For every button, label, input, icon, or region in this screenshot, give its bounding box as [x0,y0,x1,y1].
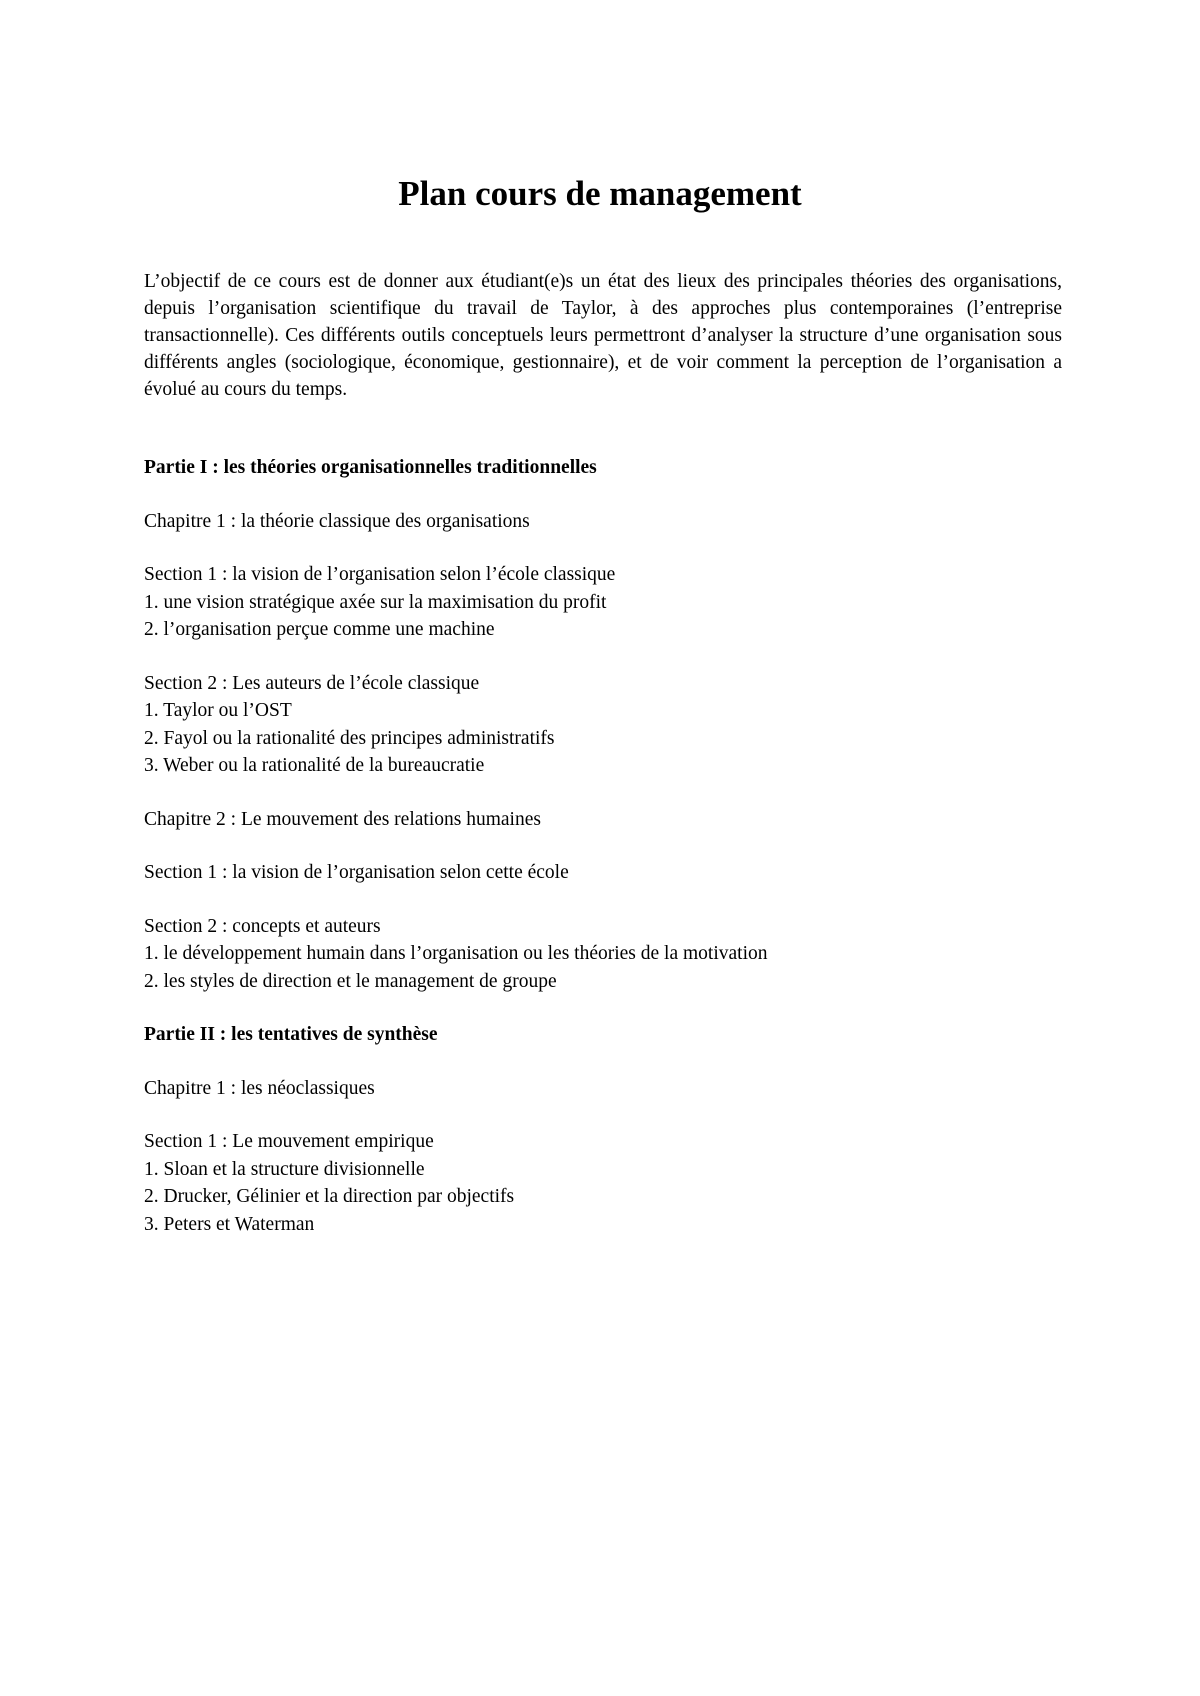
intro-paragraph: L’objectif de ce cours est de donner aux étudiant(e)s un état des lieux des principales théories des organisations, depuis l’organisation scientifique du travail de Taylor, à des approches plus contemporaines (l’entreprise transactionnelle). Ces différents outils conceptuels leurs permettront d’analyser la structure d’une organisation sous différents angles (sociologique, économique, gestionnaire), et de voir comment la perception de l’organisation a évolué au cours du temps. [144,271,1062,400]
outline-item: 2. les styles de direction et le management de groupe [144,970,557,992]
chapter-heading: Chapitre 1 : la théorie classique des organisations [144,510,530,532]
course-outline [144,454,1062,1238]
outline-item: 2. Drucker, Gélinier et la direction par objectifs [144,1186,515,1207]
section-heading: Section 1 : la vision de l’organisation selon cette école [144,862,569,883]
outline-item: 3. Weber ou la rationalité de la bureaucratie [144,755,485,776]
outline-item: 2. Fayol ou la rationalité des principes administratifs [144,727,555,749]
chapter-heading: Chapitre 2 : Le mouvement des relations humaines [144,808,541,830]
part-heading: Partie I : les théories organisationnelles traditionnelles [144,457,597,478]
outline-item: 3. Peters et Waterman [144,1213,315,1235]
document-title: Plan cours de management [398,174,802,213]
section-heading: Section 1 : Le mouvement empirique [144,1131,434,1152]
section-heading: Section 1 : la vision de l’organisation selon l’école classique [144,564,616,585]
outline-item: 1. une vision stratégique axée sur la maximisation du profit [144,591,607,613]
outline-item: 1. le développement humain dans l’organisation ou les théories de la motivation [144,943,768,964]
outline-item: 1. Sloan et la structure divisionnelle [144,1158,425,1180]
part-heading: Partie II : les tentatives de synthèse [144,1024,438,1045]
outline-item: 1. Taylor ou l’OST [144,700,292,721]
outline-item: 2. l’organisation perçue comme une machine [144,619,495,640]
chapter-heading: Chapitre 1 : les néoclassiques [144,1077,375,1099]
section-heading: Section 2 : Les auteurs de l’école classique [144,672,480,694]
section-heading: Section 2 : concepts et auteurs [144,915,381,937]
